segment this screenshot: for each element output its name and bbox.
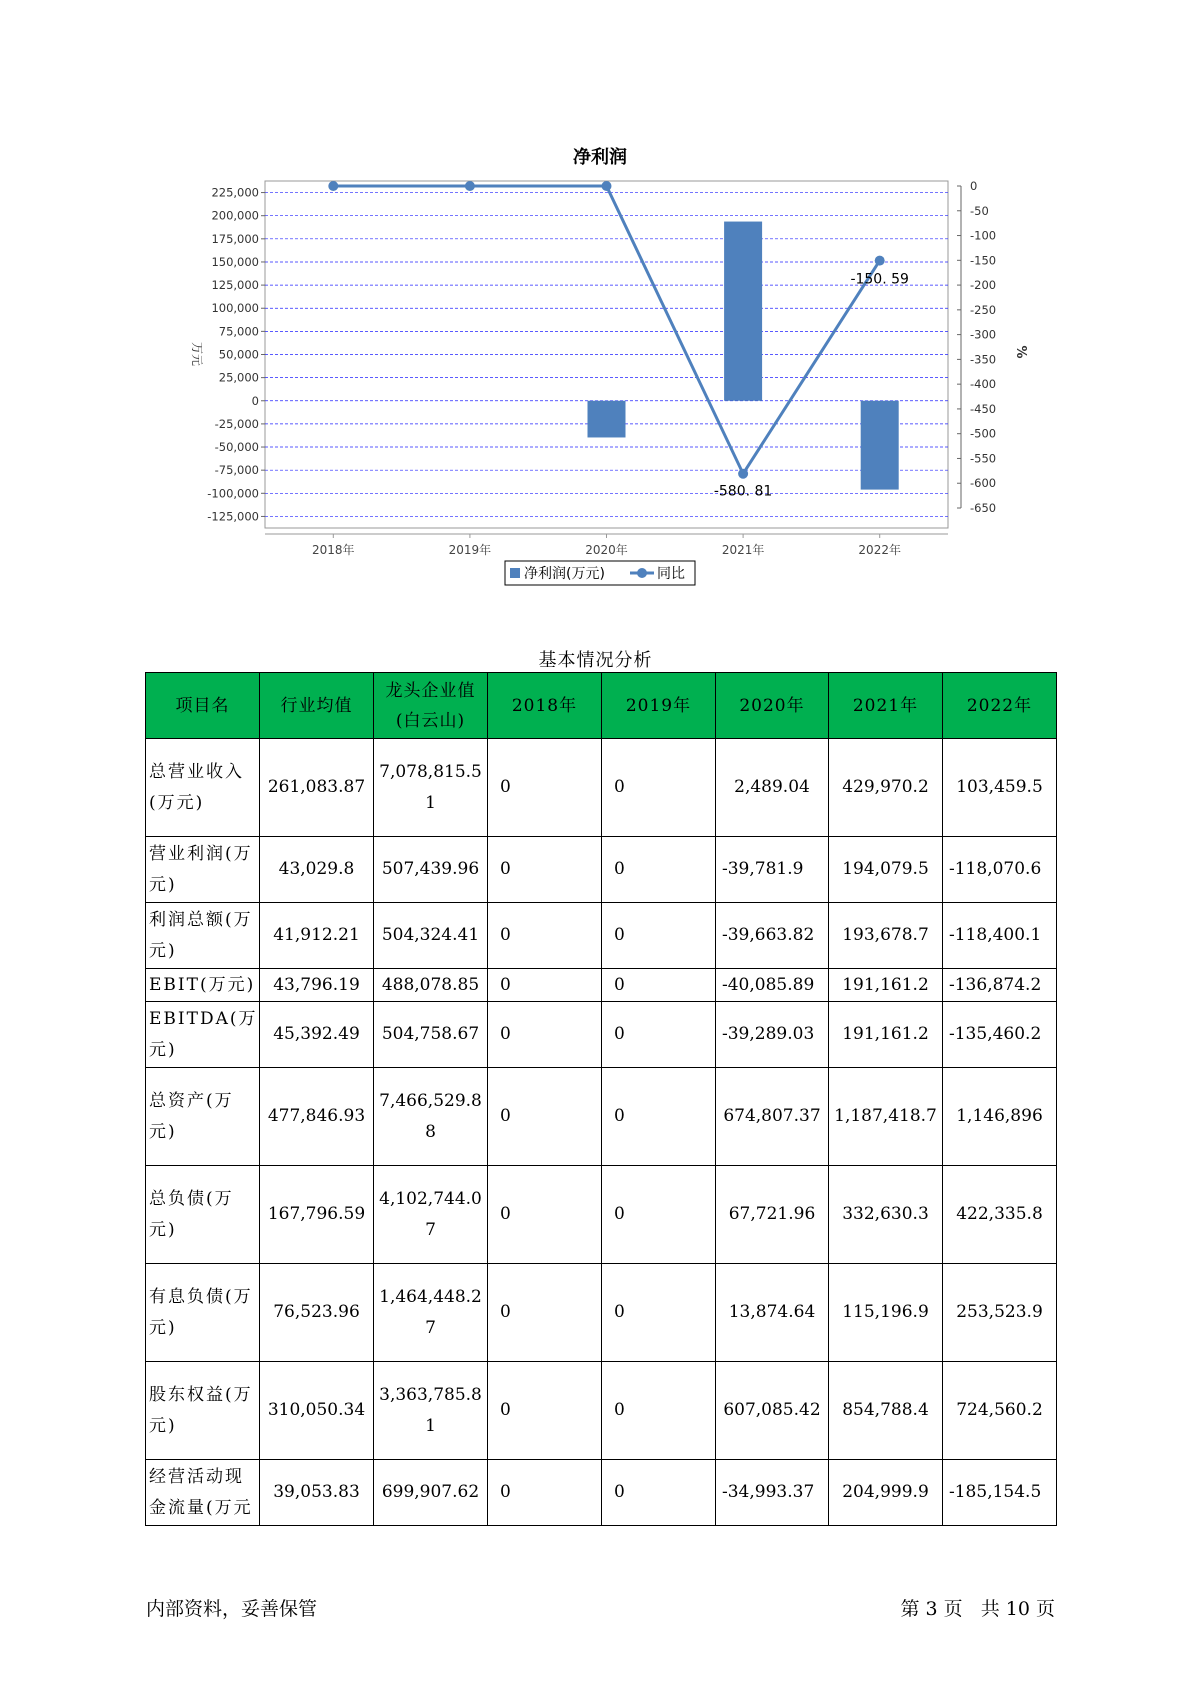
value-cell: 724,560.2	[943, 1362, 1057, 1460]
value-cell: 0	[488, 837, 602, 903]
footer-page-number: 第 3 页 共 10 页	[900, 1598, 1055, 1620]
right-tick-label: -250	[970, 302, 997, 317]
yoy-point	[738, 469, 748, 479]
row-label-cell: 经营活动现金流量(万元	[146, 1460, 260, 1526]
value-cell: 0	[602, 1068, 716, 1166]
right-tick-label: -650	[970, 501, 997, 515]
value-cell: 0	[602, 1362, 716, 1460]
legend-bar-swatch	[510, 568, 520, 578]
value-cell: 167,796.59	[260, 1166, 374, 1264]
table-row	[146, 969, 1057, 1002]
value-cell: 67,721.96	[716, 1166, 829, 1264]
value-cell: -34,993.37	[716, 1460, 829, 1526]
value-cell: 115,196.9	[829, 1264, 943, 1362]
value-cell: 0	[602, 1460, 716, 1526]
value-cell: 13,874.64	[716, 1264, 829, 1362]
bar	[724, 222, 762, 401]
value-cell: 43,029.8	[260, 837, 374, 903]
value-cell: 0	[488, 1166, 602, 1264]
category-label: 2021年	[721, 543, 765, 557]
left-tick-label: 0	[251, 393, 259, 408]
value-cell: 7,466,529.88	[374, 1068, 488, 1166]
value-cell: 0	[488, 903, 602, 969]
chart-canvas	[0, 0, 1191, 600]
left-tick-label: -75,000	[214, 463, 259, 478]
yoy-point	[602, 181, 612, 191]
row-label-cell: 总资产(万元)	[146, 1068, 260, 1166]
value-cell: 204,999.9	[829, 1460, 943, 1526]
value-cell: -40,085.89	[716, 969, 829, 1002]
value-cell: 0	[602, 837, 716, 903]
table-row	[146, 1068, 1057, 1166]
value-cell: 0	[488, 1068, 602, 1166]
right-tick-label: 0	[970, 179, 978, 193]
header-cell: 2021年	[829, 673, 943, 739]
right-tick-label: -50	[970, 203, 989, 218]
yoy-point	[465, 181, 475, 191]
value-cell: 674,807.37	[716, 1068, 829, 1166]
legend-line-marker	[637, 568, 647, 578]
header-cell: 龙头企业值(白云山)	[374, 673, 488, 739]
value-cell: 0	[602, 1166, 716, 1264]
value-cell: 0	[488, 969, 602, 1002]
yoy-point	[875, 256, 885, 266]
value-cell: 0	[488, 1460, 602, 1526]
left-tick-label: 175,000	[211, 231, 259, 246]
value-cell: 45,392.49	[260, 1002, 374, 1068]
table-row	[146, 1460, 1057, 1526]
row-label-cell: 股东权益(万元)	[146, 1362, 260, 1460]
value-cell: 103,459.5	[943, 739, 1057, 837]
right-tick-label: -400	[970, 377, 997, 392]
right-tick-label: -450	[970, 401, 997, 416]
legend-line-label: 同比	[657, 566, 685, 582]
left-axis-label: 万元	[190, 341, 204, 367]
bar	[861, 401, 899, 490]
value-cell: 507,439.96	[374, 837, 488, 903]
right-tick-label: -300	[970, 327, 997, 342]
value-cell: 0	[488, 739, 602, 837]
value-cell: 193,678.7	[829, 903, 943, 969]
table-row	[146, 1264, 1057, 1362]
row-label-cell: EBIT(万元)	[146, 969, 260, 1002]
value-cell: 261,083.87	[260, 739, 374, 837]
value-cell: 41,912.21	[260, 903, 374, 969]
value-cell: 0	[602, 739, 716, 837]
data-label: -580. 81	[713, 483, 773, 500]
table-row	[146, 1166, 1057, 1264]
net-profit-chart	[0, 0, 1191, 600]
value-cell: 0	[488, 1362, 602, 1460]
row-label-cell: 有息负债(万元)	[146, 1264, 260, 1362]
header-cell: 行业均值	[260, 673, 374, 739]
left-tick-label: 200,000	[211, 208, 259, 223]
value-cell: -185,154.5	[943, 1460, 1057, 1526]
value-cell: 422,335.8	[943, 1166, 1057, 1264]
value-cell: 7,078,815.51	[374, 739, 488, 837]
value-cell: 0	[488, 1264, 602, 1362]
header-cell: 项目名	[146, 673, 260, 739]
value-cell: 2,489.04	[716, 739, 829, 837]
table-row	[146, 837, 1057, 903]
table-row	[146, 1002, 1057, 1068]
table-title: 基本情况分析	[538, 650, 653, 671]
value-cell: 0	[602, 969, 716, 1002]
value-cell: -118,400.1	[943, 903, 1057, 969]
table-row	[146, 1362, 1057, 1460]
right-tick-label: -100	[970, 228, 997, 243]
value-cell: 504,758.67	[374, 1002, 488, 1068]
value-cell: 854,788.4	[829, 1362, 943, 1460]
right-tick-label: -500	[970, 426, 997, 441]
value-cell: 39,053.83	[260, 1460, 374, 1526]
value-cell: 699,907.62	[374, 1460, 488, 1526]
value-cell: -135,460.2	[943, 1002, 1057, 1068]
value-cell: 310,050.34	[260, 1362, 374, 1460]
value-cell: 332,630.3	[829, 1166, 943, 1264]
yoy-point	[328, 181, 338, 191]
table-row	[146, 903, 1057, 969]
value-cell: 191,161.2	[829, 1002, 943, 1068]
left-tick-label: 50,000	[218, 347, 259, 362]
value-cell: 3,363,785.81	[374, 1362, 488, 1460]
row-label-cell: 营业利润(万元)	[146, 837, 260, 903]
data-label: -150. 59	[850, 271, 909, 288]
left-tick-label: -50,000	[214, 440, 259, 455]
header-cell: 2022年	[943, 673, 1057, 739]
value-cell: 477,846.93	[260, 1068, 374, 1166]
right-tick-label: -200	[970, 278, 997, 293]
value-cell: 191,161.2	[829, 969, 943, 1002]
row-label-cell: 总负债(万元)	[146, 1166, 260, 1264]
value-cell: 429,970.2	[829, 739, 943, 837]
footer-confidential-note: 内部资料，妥善保管	[146, 1598, 318, 1620]
legend-bar-label: 净利润(万元)	[524, 566, 605, 582]
value-cell: 504,324.41	[374, 903, 488, 969]
category-label: 2018年	[312, 543, 355, 557]
value-cell: 0	[602, 1264, 716, 1362]
value-cell: 43,796.19	[260, 969, 374, 1002]
value-cell: 194,079.5	[829, 837, 943, 903]
left-tick-label: -125,000	[207, 509, 259, 524]
left-tick-label: 100,000	[211, 301, 259, 316]
row-label-cell: 总营业收入(万元)	[146, 739, 260, 837]
value-cell: -136,874.2	[943, 969, 1057, 1002]
value-cell: 1,146,896	[943, 1068, 1057, 1166]
bar	[588, 401, 626, 438]
value-cell: 1,187,418.7	[829, 1068, 943, 1166]
left-tick-label: 225,000	[211, 185, 259, 200]
row-label-cell: EBITDA(万元)	[146, 1002, 260, 1068]
right-tick-label: -150	[970, 253, 997, 268]
value-cell: 0	[488, 1002, 602, 1068]
value-cell: -39,663.82	[716, 903, 829, 969]
header-cell: 2018年	[488, 673, 602, 739]
table-row	[146, 739, 1057, 837]
left-tick-label: -100,000	[207, 486, 259, 501]
left-tick-label: 125,000	[211, 278, 259, 293]
value-cell: 76,523.96	[260, 1264, 374, 1362]
value-cell: 488,078.85	[374, 969, 488, 1002]
left-tick-label: 150,000	[211, 254, 259, 269]
left-tick-label: 75,000	[218, 324, 259, 339]
right-tick-label: -350	[970, 352, 997, 367]
value-cell: 253,523.9	[943, 1264, 1057, 1362]
row-label-cell: 利润总额(万元)	[146, 903, 260, 969]
category-label: 2019年	[448, 543, 492, 557]
category-label: 2020年	[585, 543, 628, 557]
header-cell: 2020年	[716, 673, 829, 739]
value-cell: 1,464,448.27	[374, 1264, 488, 1362]
value-cell: -39,781.9	[716, 837, 829, 903]
left-tick-label: -25,000	[214, 416, 259, 431]
right-axis-label: %	[1013, 345, 1028, 359]
value-cell: 0	[602, 1002, 716, 1068]
value-cell: 4,102,744.07	[374, 1166, 488, 1264]
category-label: 2022年	[858, 543, 901, 557]
header-cell: 2019年	[602, 673, 716, 739]
value-cell: 0	[602, 903, 716, 969]
value-cell: -118,070.6	[943, 837, 1057, 903]
value-cell: 607,085.42	[716, 1362, 829, 1460]
chart-title: 净利润	[573, 147, 627, 168]
table-header-row	[146, 673, 1057, 739]
basic-analysis-table	[145, 672, 1057, 1526]
right-tick-label: -550	[970, 451, 997, 466]
left-tick-label: 25,000	[218, 370, 259, 385]
value-cell: -39,289.03	[716, 1002, 829, 1068]
right-tick-label: -600	[970, 476, 997, 491]
